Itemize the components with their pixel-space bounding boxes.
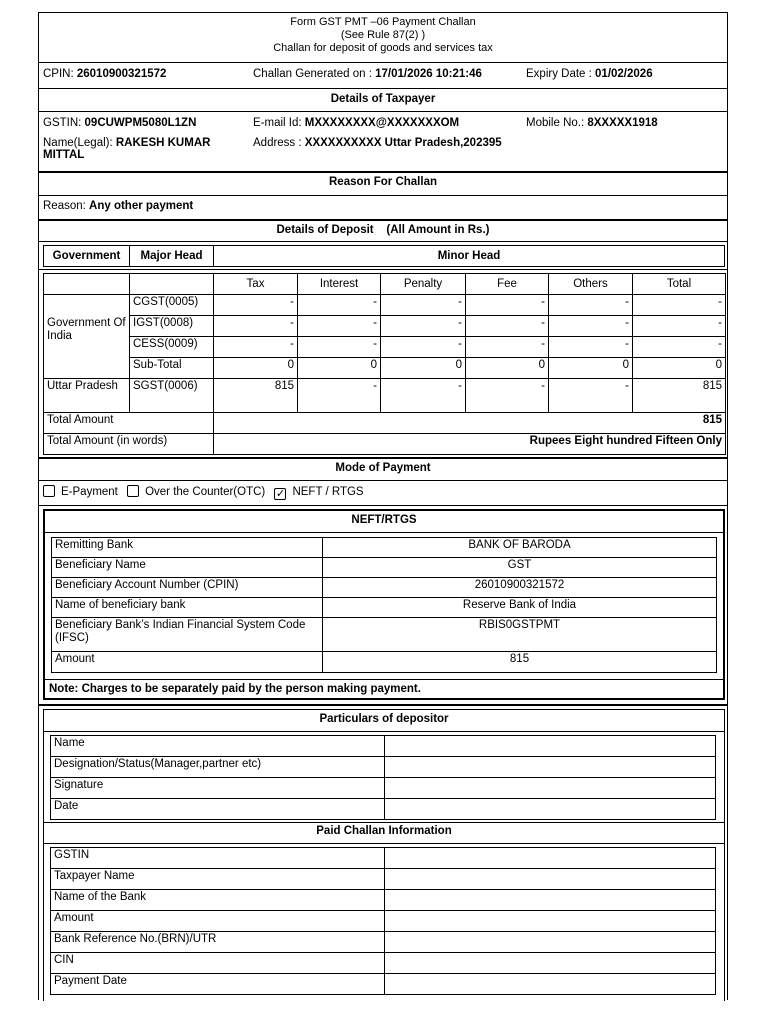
table-row bbox=[44, 379, 726, 413]
gstin-value: 09CUWPM5080L1ZN bbox=[84, 117, 197, 129]
amount-cell: - bbox=[298, 337, 381, 358]
table-row bbox=[51, 974, 716, 995]
paid-row-value bbox=[385, 911, 716, 932]
amount-cell: 0 bbox=[298, 358, 381, 379]
reason-field bbox=[43, 200, 193, 212]
divider bbox=[45, 679, 723, 680]
amount-in-words-label: Total Amount (in words) bbox=[44, 434, 214, 455]
major-head-cell: SGST(0006) bbox=[130, 379, 214, 413]
paid-row-value bbox=[385, 974, 716, 995]
cpin-label: CPIN: bbox=[43, 68, 77, 80]
generated-value: 17/01/2026 10:21:46 bbox=[375, 68, 482, 80]
amount-cell: - bbox=[214, 316, 298, 337]
neft-row-value: 26010900321572 bbox=[323, 578, 717, 598]
depositor-date-input[interactable] bbox=[385, 799, 716, 820]
total-amount-row bbox=[44, 413, 726, 434]
divider bbox=[39, 505, 727, 506]
gstin-field bbox=[43, 117, 196, 129]
table-row bbox=[44, 337, 726, 358]
divider bbox=[39, 241, 727, 242]
challan-generated-field bbox=[253, 68, 482, 80]
amount-in-words-value: Rupees Eight hundred Fifteen Only bbox=[214, 434, 726, 455]
depositor-name-input[interactable] bbox=[385, 736, 716, 757]
neft-rtgs-table bbox=[51, 537, 717, 673]
amount-in-words-row bbox=[44, 434, 726, 455]
payment-mode-options bbox=[43, 485, 364, 500]
amount-cell: 0 bbox=[381, 358, 466, 379]
neft-row-value: BANK OF BARODA bbox=[323, 538, 717, 558]
legal-name-line2: MITTAL bbox=[43, 149, 85, 161]
amount-cell: 0 bbox=[214, 358, 298, 379]
challan-form bbox=[38, 12, 728, 1000]
amount-cell: - bbox=[466, 337, 549, 358]
form-title: Form GST PMT –06 Payment Challan bbox=[290, 16, 476, 28]
cpin-value: 26010900321572 bbox=[76, 68, 167, 80]
neft-row-value: 815 bbox=[323, 652, 717, 673]
paid-row-label: GSTIN bbox=[51, 848, 385, 869]
divider bbox=[39, 111, 727, 112]
table-row bbox=[52, 558, 717, 578]
divider bbox=[44, 843, 724, 844]
paid-row-value bbox=[385, 953, 716, 974]
amount-cell: - bbox=[549, 337, 633, 358]
state-label: Uttar Pradesh bbox=[44, 379, 130, 413]
reason-label: Reason: bbox=[43, 200, 90, 212]
total-amount-label: Total Amount bbox=[44, 413, 214, 434]
sub-header-others: Others bbox=[549, 274, 633, 295]
table-row bbox=[51, 911, 716, 932]
table-row bbox=[52, 618, 717, 652]
paid-challan-table bbox=[50, 847, 716, 995]
mobile-value: 8XXXXX1918 bbox=[587, 117, 658, 129]
depositor-heading: Particulars of depositor bbox=[319, 713, 449, 725]
generated-label: Challan Generated on : bbox=[253, 68, 376, 80]
legal-name-label: Name(Legal): bbox=[43, 137, 116, 149]
neft-rtgs-label: NEFT / RTGS bbox=[292, 486, 364, 498]
neft-rtgs-section bbox=[43, 509, 725, 700]
table-row bbox=[51, 932, 716, 953]
neft-row-label: Name of beneficiary bank bbox=[52, 598, 323, 618]
neft-rtgs-heading: NEFT/RTGS bbox=[351, 514, 417, 526]
expiry-value: 01/02/2026 bbox=[595, 68, 653, 80]
depositor-section bbox=[43, 709, 725, 1001]
depositor-row-label: Designation/Status(Manager,partner etc) bbox=[51, 757, 385, 778]
email-value: MXXXXXXXX@XXXXXXXOM bbox=[304, 117, 460, 129]
deposit-heading: Details of Deposit (All Amount in Rs.) bbox=[276, 224, 490, 236]
neft-row-label: Beneficiary Account Number (CPIN) bbox=[52, 578, 323, 598]
email-field bbox=[253, 117, 459, 129]
divider bbox=[39, 62, 727, 63]
sub-header-interest: Interest bbox=[298, 274, 381, 295]
depositor-row-label: Name bbox=[51, 736, 385, 757]
mode-of-payment-heading: Mode of Payment bbox=[335, 462, 431, 474]
email-label: E-mail Id: bbox=[253, 117, 305, 129]
e-payment-label: E-Payment bbox=[61, 486, 118, 498]
divider bbox=[39, 88, 727, 89]
mobile-label: Mobile No.: bbox=[526, 117, 588, 129]
table-row bbox=[51, 848, 716, 869]
paid-row-value bbox=[385, 869, 716, 890]
amount-cell: 0 bbox=[633, 358, 726, 379]
paid-row-label: Bank Reference No.(BRN)/UTR bbox=[51, 932, 385, 953]
depositor-signature-input[interactable] bbox=[385, 778, 716, 799]
deposit-header-table bbox=[43, 245, 725, 267]
amount-cell: 0 bbox=[466, 358, 549, 379]
amount-cell: - bbox=[549, 295, 633, 316]
sub-header-total: Total bbox=[633, 274, 726, 295]
divider bbox=[39, 195, 727, 196]
form-rule: (See Rule 87(2) ) bbox=[340, 29, 426, 41]
major-head-cell: CGST(0005) bbox=[130, 295, 214, 316]
neft-row-label: Beneficiary Name bbox=[52, 558, 323, 578]
form-subtitle: Challan for deposit of goods and services tax bbox=[273, 42, 493, 54]
address-value: XXXXXXXXXX Uttar Pradesh,202395 bbox=[304, 137, 502, 149]
amount-cell: - bbox=[298, 316, 381, 337]
taxpayer-heading: Details of Taxpayer bbox=[330, 93, 436, 105]
deposit-table bbox=[43, 273, 726, 455]
amount-cell: - bbox=[214, 337, 298, 358]
amount-cell: 815 bbox=[633, 379, 726, 413]
table-row bbox=[51, 953, 716, 974]
major-head-cell: IGST(0008) bbox=[130, 316, 214, 337]
amount-cell: - bbox=[549, 316, 633, 337]
reason-heading: Reason For Challan bbox=[329, 176, 437, 188]
table-row bbox=[44, 316, 726, 337]
amount-cell: - bbox=[633, 295, 726, 316]
divider bbox=[39, 480, 727, 481]
sub-header-tax: Tax bbox=[214, 274, 298, 295]
col-government: Government bbox=[44, 246, 130, 267]
e-payment-option[interactable] bbox=[43, 486, 118, 498]
divider bbox=[44, 731, 724, 732]
depositor-designation-input[interactable] bbox=[385, 757, 716, 778]
amount-cell: - bbox=[214, 295, 298, 316]
table-row bbox=[44, 358, 726, 379]
expiry-label: Expiry Date : bbox=[526, 68, 596, 80]
paid-row-label: CIN bbox=[51, 953, 385, 974]
total-amount-value: 815 bbox=[214, 413, 726, 434]
table-row bbox=[51, 757, 716, 778]
e-payment-checkbox[interactable] bbox=[43, 485, 55, 497]
amount-cell: - bbox=[381, 337, 466, 358]
amount-cell: - bbox=[549, 379, 633, 413]
blank-cell bbox=[130, 274, 214, 295]
blank-cell bbox=[44, 274, 130, 295]
expiry-date-field bbox=[526, 68, 653, 80]
neft-row-label: Amount bbox=[52, 652, 323, 673]
form-title-block bbox=[39, 16, 727, 55]
paid-row-label: Payment Date bbox=[51, 974, 385, 995]
table-row bbox=[52, 652, 717, 673]
reason-value: Any other payment bbox=[89, 200, 194, 212]
amount-cell: - bbox=[466, 316, 549, 337]
divider bbox=[39, 704, 727, 706]
amount-cell: - bbox=[381, 379, 466, 413]
divider bbox=[39, 457, 727, 459]
amount-cell: 0 bbox=[549, 358, 633, 379]
government-of-india-label: Government Of India bbox=[44, 295, 130, 379]
depositor-row-label: Signature bbox=[51, 778, 385, 799]
col-minor-head: Minor Head bbox=[214, 246, 725, 267]
table-row bbox=[52, 598, 717, 618]
paid-row-value bbox=[385, 932, 716, 953]
otc-checkbox[interactable] bbox=[127, 485, 139, 497]
paid-row-value bbox=[385, 890, 716, 911]
paid-row-label: Amount bbox=[51, 911, 385, 932]
col-major-head: Major Head bbox=[130, 246, 214, 267]
amount-cell: - bbox=[466, 379, 549, 413]
amount-cell: - bbox=[298, 295, 381, 316]
divider bbox=[39, 269, 727, 270]
cpin-field bbox=[43, 68, 166, 80]
neft-row-label: Remitting Bank bbox=[52, 538, 323, 558]
sub-header-penalty: Penalty bbox=[381, 274, 466, 295]
amount-cell: - bbox=[633, 337, 726, 358]
neft-row-value: RBIS0GSTPMT bbox=[323, 618, 717, 652]
mobile-field bbox=[526, 117, 658, 129]
gstin-label: GSTIN: bbox=[43, 117, 85, 129]
sub-header-fee: Fee bbox=[466, 274, 549, 295]
legal-name-field bbox=[43, 137, 248, 161]
amount-cell: - bbox=[381, 295, 466, 316]
neft-row-value: GST bbox=[323, 558, 717, 578]
table-row bbox=[51, 869, 716, 890]
otc-label: Over the Counter(OTC) bbox=[145, 486, 266, 498]
depositor-row-label: Date bbox=[51, 799, 385, 820]
table-row bbox=[51, 799, 716, 820]
table-row bbox=[44, 295, 726, 316]
major-head-cell: CESS(0009) bbox=[130, 337, 214, 358]
divider bbox=[39, 171, 727, 173]
legal-name-line1: RAKESH KUMAR bbox=[115, 137, 211, 149]
charges-note: Note: Charges to be separately paid by the person making payment. bbox=[49, 683, 421, 695]
paid-row-label: Taxpayer Name bbox=[51, 869, 385, 890]
amount-cell: - bbox=[381, 316, 466, 337]
address-field bbox=[253, 137, 502, 149]
divider bbox=[39, 219, 727, 221]
depositor-table bbox=[50, 735, 716, 820]
neft-rtgs-option[interactable] bbox=[274, 486, 363, 498]
neft-row-value: Reserve Bank of India bbox=[323, 598, 717, 618]
otc-option[interactable] bbox=[127, 486, 265, 498]
neft-row-label: Beneficiary Bank’s Indian Financial System Code (IFSC) bbox=[52, 618, 323, 652]
table-row bbox=[52, 578, 717, 598]
paid-row-value bbox=[385, 848, 716, 869]
amount-cell: - bbox=[466, 295, 549, 316]
major-head-cell: Sub-Total bbox=[130, 358, 214, 379]
amount-cell: 815 bbox=[214, 379, 298, 413]
paid-challan-heading: Paid Challan Information bbox=[316, 825, 452, 837]
address-label: Address : bbox=[253, 137, 305, 149]
table-row bbox=[51, 778, 716, 799]
table-row bbox=[52, 538, 717, 558]
table-row bbox=[51, 890, 716, 911]
amount-cell: - bbox=[633, 316, 726, 337]
divider bbox=[44, 822, 724, 823]
paid-row-label: Name of the Bank bbox=[51, 890, 385, 911]
neft-rtgs-checkbox[interactable]: ✓ bbox=[275, 488, 286, 500]
table-row bbox=[51, 736, 716, 757]
divider bbox=[45, 532, 723, 533]
amount-cell: - bbox=[298, 379, 381, 413]
